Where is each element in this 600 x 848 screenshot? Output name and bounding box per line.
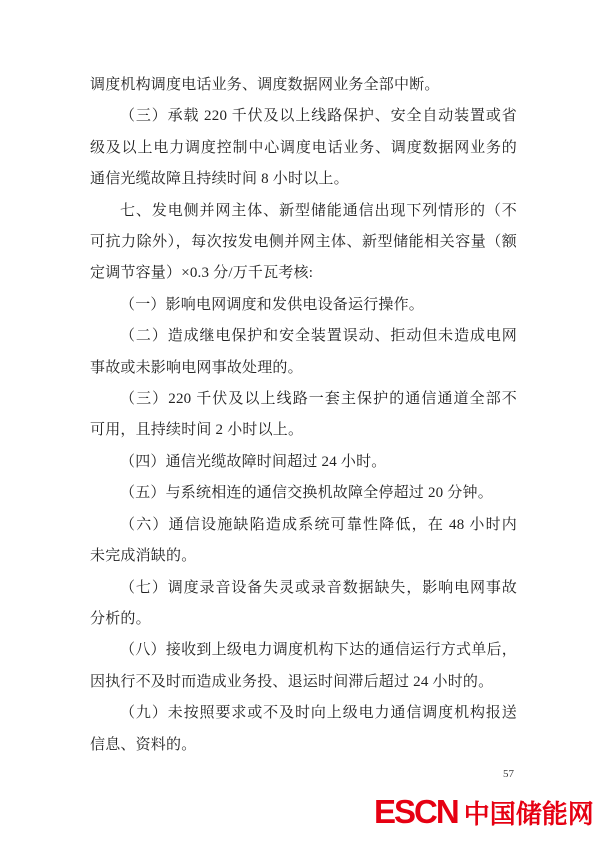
text-line: 未完成消缺的。 — [90, 548, 197, 565]
text-line: （三）220 千伏及以上线路一套主保护的通信通道全部不 — [120, 391, 517, 408]
text-line: 调度机构调度电话业务、调度数据网业务全部中断。 — [90, 77, 440, 93]
text-line: 分析的。 — [90, 610, 151, 627]
text-line: （一）影响电网调度和发供电设备运行操作。 — [120, 296, 425, 313]
text-line: （六）通信设施缺陷造成系统可靠性降低，在 48 小时内 — [120, 516, 517, 533]
text-line: 定调节容量）×0.3 分/万千瓦考核: — [90, 265, 314, 282]
text-line: 通信光缆故障且持续时间 8 小时以上。 — [90, 171, 349, 188]
text-line: 信息、资料的。 — [90, 736, 197, 753]
text-line: （三）承载 220 千伏及以上线路保护、安全自动装置或省 — [120, 108, 517, 125]
text-line: 可用，且持续时间 2 小时以上。 — [90, 422, 304, 439]
escn-logo — [374, 793, 594, 830]
escn-logo-text-cn: 中国储能网 — [463, 799, 594, 829]
text-line: （二）造成继电保护和安全装置误动、拒动但未造成电网 — [120, 328, 517, 345]
text-line: （八）接收到上级电力调度机构下达的通信运行方式单后， — [120, 642, 517, 659]
text-line: 七、发电侧并网主体、新型储能通信出现下列情形的（不 — [120, 202, 517, 219]
text-line: 事故或未影响电网事故处理的。 — [90, 359, 303, 376]
escn-logo-text-en: ESCN — [374, 793, 458, 830]
text-line: （四）通信光缆故障时间超过 24 小时。 — [120, 453, 387, 470]
text-line: 级及以上电力调度控制中心调度电话业务、调度数据网业务的 — [90, 139, 517, 156]
text-line: （九）未按照要求或不及时向上级电力通信调度机构报送 — [120, 705, 517, 722]
text-line: 因执行不及时而造成业务投、退运时间滞后超过 24 小时的。 — [90, 673, 494, 690]
document-body — [90, 70, 517, 761]
text-line: （七）调度录音设备失灵或录音数据缺失，影响电网事故 — [120, 579, 517, 596]
text-line: （五）与系统相连的通信交换机故障全停超过 20 分钟。 — [120, 485, 493, 502]
text-line: 可抗力除外），每次按发电侧并网主体、新型储能相关容量（额 — [90, 234, 517, 251]
page-number: 57 — [503, 768, 514, 780]
